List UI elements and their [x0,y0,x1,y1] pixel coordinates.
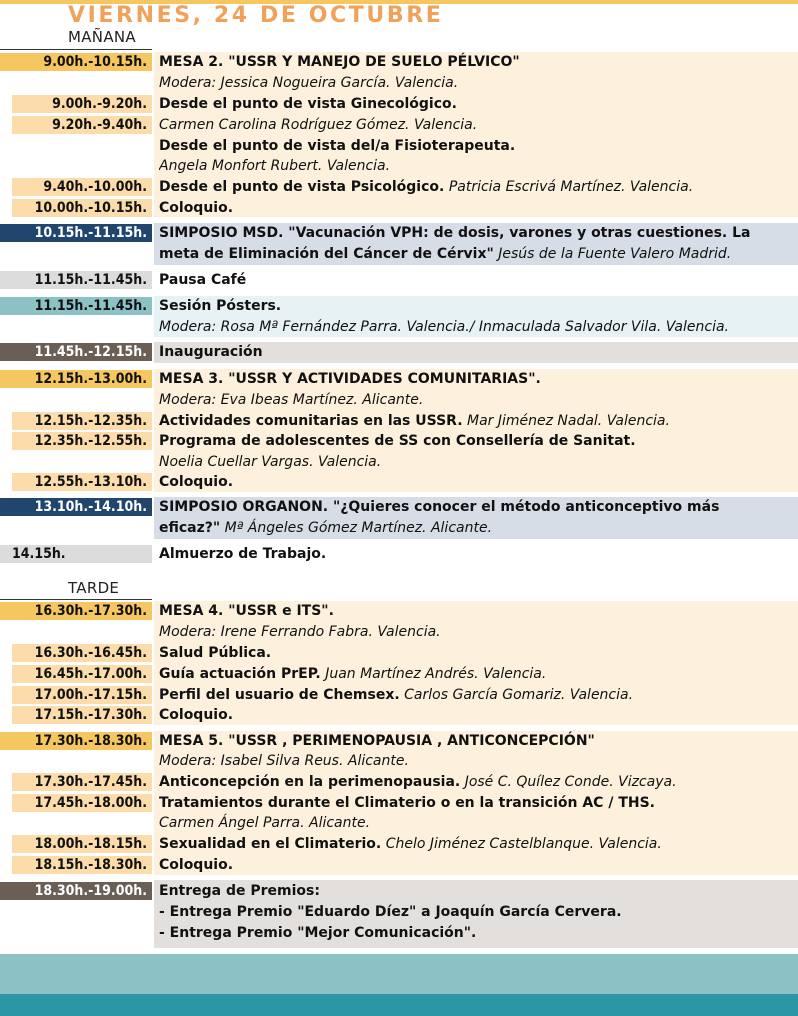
item-time: 12.35h.-12.55h. [12,432,152,450]
item-time: 17.00h.-17.15h. [12,686,152,704]
simposio-msd-block [0,223,798,265]
item-title: Anticoncepción en la perimenopausia. [159,774,461,790]
mesa3-time: 12.15h.-13.00h. [0,370,152,388]
premio-item: - Entrega Premio "Eduardo Díez" a Joaquín García Cervera. [159,904,622,920]
list-item [0,177,798,197]
simposio-organon-line2: eficaz?" [159,520,221,536]
list-item [0,834,798,854]
mesa5-block [0,731,798,875]
list-item [0,813,798,833]
premio-item: - Entrega Premio "Mejor Comunicación". [159,925,477,941]
day-title: VIERNES, 24 DE OCTUBRE [68,3,444,28]
list-item [0,685,798,705]
item-speaker: Noelia Cuellar Vargas. Valencia. [159,454,382,470]
inauguracion-block [0,342,798,363]
item-title: Programa de adolescentes de SS con Consellería de Sanitat. [159,433,636,449]
inauguracion-time: 11.45h.-12.15h. [0,343,152,361]
item-title: Desde el punto de vista del/a Fisioterapeuta. [159,138,516,154]
mesa5-title: MESA 5. "USSR , PERIMENOPAUSIA , ANTICONCEPCIÓN" [159,733,595,749]
list-item [0,772,798,792]
item-time: 16.30h.-16.45h. [12,644,152,662]
item-time: 9.20h.-9.40h. [12,116,152,134]
posters-title: Sesión Pósters. [159,298,282,314]
simposio-msd-time: 10.15h.-11.15h. [0,224,152,242]
item-time: 9.40h.-10.00h. [12,178,152,196]
item-time: 12.15h.-12.35h. [12,412,152,430]
list-item [0,902,798,922]
posters-time: 11.15h.-11.45h. [0,297,152,315]
item-time: 12.55h.-13.10h. [12,473,152,491]
item-time: 9.00h.-9.20h. [12,95,152,113]
item-title: Coloquio. [159,474,234,490]
list-item [0,643,798,663]
mesa2-time: 9.00h.-10.15h. [0,53,152,71]
list-item [0,923,798,943]
item-speaker: Carmen Carolina Rodríguez Gómez. Valencia. [159,117,478,133]
list-item [0,198,798,218]
list-item [0,431,798,451]
list-item [0,855,798,875]
item-title: Tratamientos durante el Climaterio o en la transición AC / THS. [159,795,655,811]
item-title: Coloquio. [159,200,234,216]
afternoon-rule [0,599,152,600]
item-title: Coloquio. [159,707,234,723]
mesa4-moderator: Modera: Irene Ferrando Fabra. Valencia. [159,624,441,640]
list-item [0,664,798,684]
item-time: 17.15h.-17.30h. [12,706,152,724]
mesa4-time: 16.30h.-17.30h. [0,602,152,620]
list-item [0,705,798,725]
inauguracion-title: Inauguración [159,344,263,360]
item-speaker: Carlos García Gomariz. Valencia. [404,687,634,703]
almuerzo-time: 14.15h. [0,545,152,563]
list-item [0,793,798,813]
almuerzo-title: Almuerzo de Trabajo. [159,546,327,562]
item-time: 17.45h.-18.00h. [12,794,152,812]
posters-block [0,296,798,337]
item-time: 18.15h.-18.30h. [12,856,152,874]
simposio-organon-time: 13.10h.-14.10h. [0,498,152,516]
mesa2-moderator: Modera: Jessica Nogueira García. Valencia. [159,75,459,91]
pausa-time: 11.15h.-11.45h. [0,271,152,289]
list-item [0,156,798,176]
afternoon-label: TARDE [68,579,120,597]
simposio-msd-line1: SIMPOSIO MSD. "Vacunación VPH: de dosis, varones y otras cuestiones. La [159,225,751,241]
item-title: Guía actuación PrEP. [159,666,321,682]
list-item [0,94,798,114]
simposio-msd-speaker: Jesús de la Fuente Valero Madrid. [498,246,732,262]
posters-moderator: Modera: Rosa Mª Fernández Parra. Valencia./ Inmaculada Salvador Vila. Valencia. [159,319,730,335]
item-title: Perfil del usuario de Chemsex. [159,687,400,703]
item-time: 18.00h.-18.15h. [12,835,152,853]
mesa5-moderator: Modera: Isabel Silva Reus. Alicante. [159,753,409,769]
morning-rule [0,49,152,50]
item-time: 10.00h.-10.15h. [12,199,152,217]
mesa3-moderator: Modera: Eva Ibeas Martínez. Alicante. [159,392,424,408]
item-speaker: Angela Monfort Rubert. Valencia. [159,158,391,174]
item-title: Desde el punto de vista Psicológico. [159,179,445,195]
item-speaker: José C. Quílez Conde. Vizcaya. [464,774,677,790]
mesa2-block [0,52,798,217]
item-time: 16.45h.-17.00h. [12,665,152,683]
mesa3-title: MESA 3. "USSR Y ACTIVIDADES COMUNITARIAS". [159,371,541,387]
premios-time: 18.30h.-19.00h. [0,882,152,900]
almuerzo-block [0,544,798,565]
premios-block [0,880,798,948]
footer-band-dark [0,994,798,1016]
mesa5-time: 17.30h.-18.30h. [0,732,152,750]
list-item [0,452,798,472]
mesa3-block [0,369,798,492]
pausa-block [0,270,798,290]
list-item [0,411,798,431]
item-title: Actividades comunitarias en las USSR. [159,413,463,429]
item-title: Coloquio. [159,857,234,873]
item-title: Salud Pública. [159,645,272,661]
simposio-msd-line2: meta de Eliminación del Cáncer de Cérvix" [159,246,494,262]
mesa2-title: MESA 2. "USSR Y MANEJO DE SUELO PÉLVICO" [159,54,520,70]
morning-label: MAÑANA [68,28,136,46]
item-speaker: Patricia Escrivá Martínez. Valencia. [448,179,694,195]
mesa4-block [0,601,798,725]
item-title: Sexualidad en el Climaterio. [159,836,382,852]
simposio-organon-block [0,497,798,539]
item-title: Desde el punto de vista Ginecológico. [159,96,457,112]
simposio-organon-line1: SIMPOSIO ORGANON. "¿Quieres conocer el método anticonceptivo más [159,499,720,515]
simposio-organon-speaker: Mª Ángeles Gómez Martínez. Alicante. [224,520,493,536]
item-time: 17.30h.-17.45h. [12,773,152,791]
premios-title: Entrega de Premios: [159,883,320,899]
pausa-title: Pausa Café [159,272,247,288]
item-speaker: Mar Jiménez Nadal. Valencia. [466,413,670,429]
mesa4-title: MESA 4. "USSR e ITS". [159,603,334,619]
list-item [0,136,798,156]
item-speaker: Juan Martínez Andrés. Valencia. [325,666,547,682]
footer-band-light [0,954,798,994]
list-item [0,115,798,135]
list-item [0,472,798,492]
item-speaker: Chelo Jiménez Castelblanque. Valencia. [385,836,662,852]
item-speaker: Carmen Ángel Parra. Alicante. [159,815,371,831]
